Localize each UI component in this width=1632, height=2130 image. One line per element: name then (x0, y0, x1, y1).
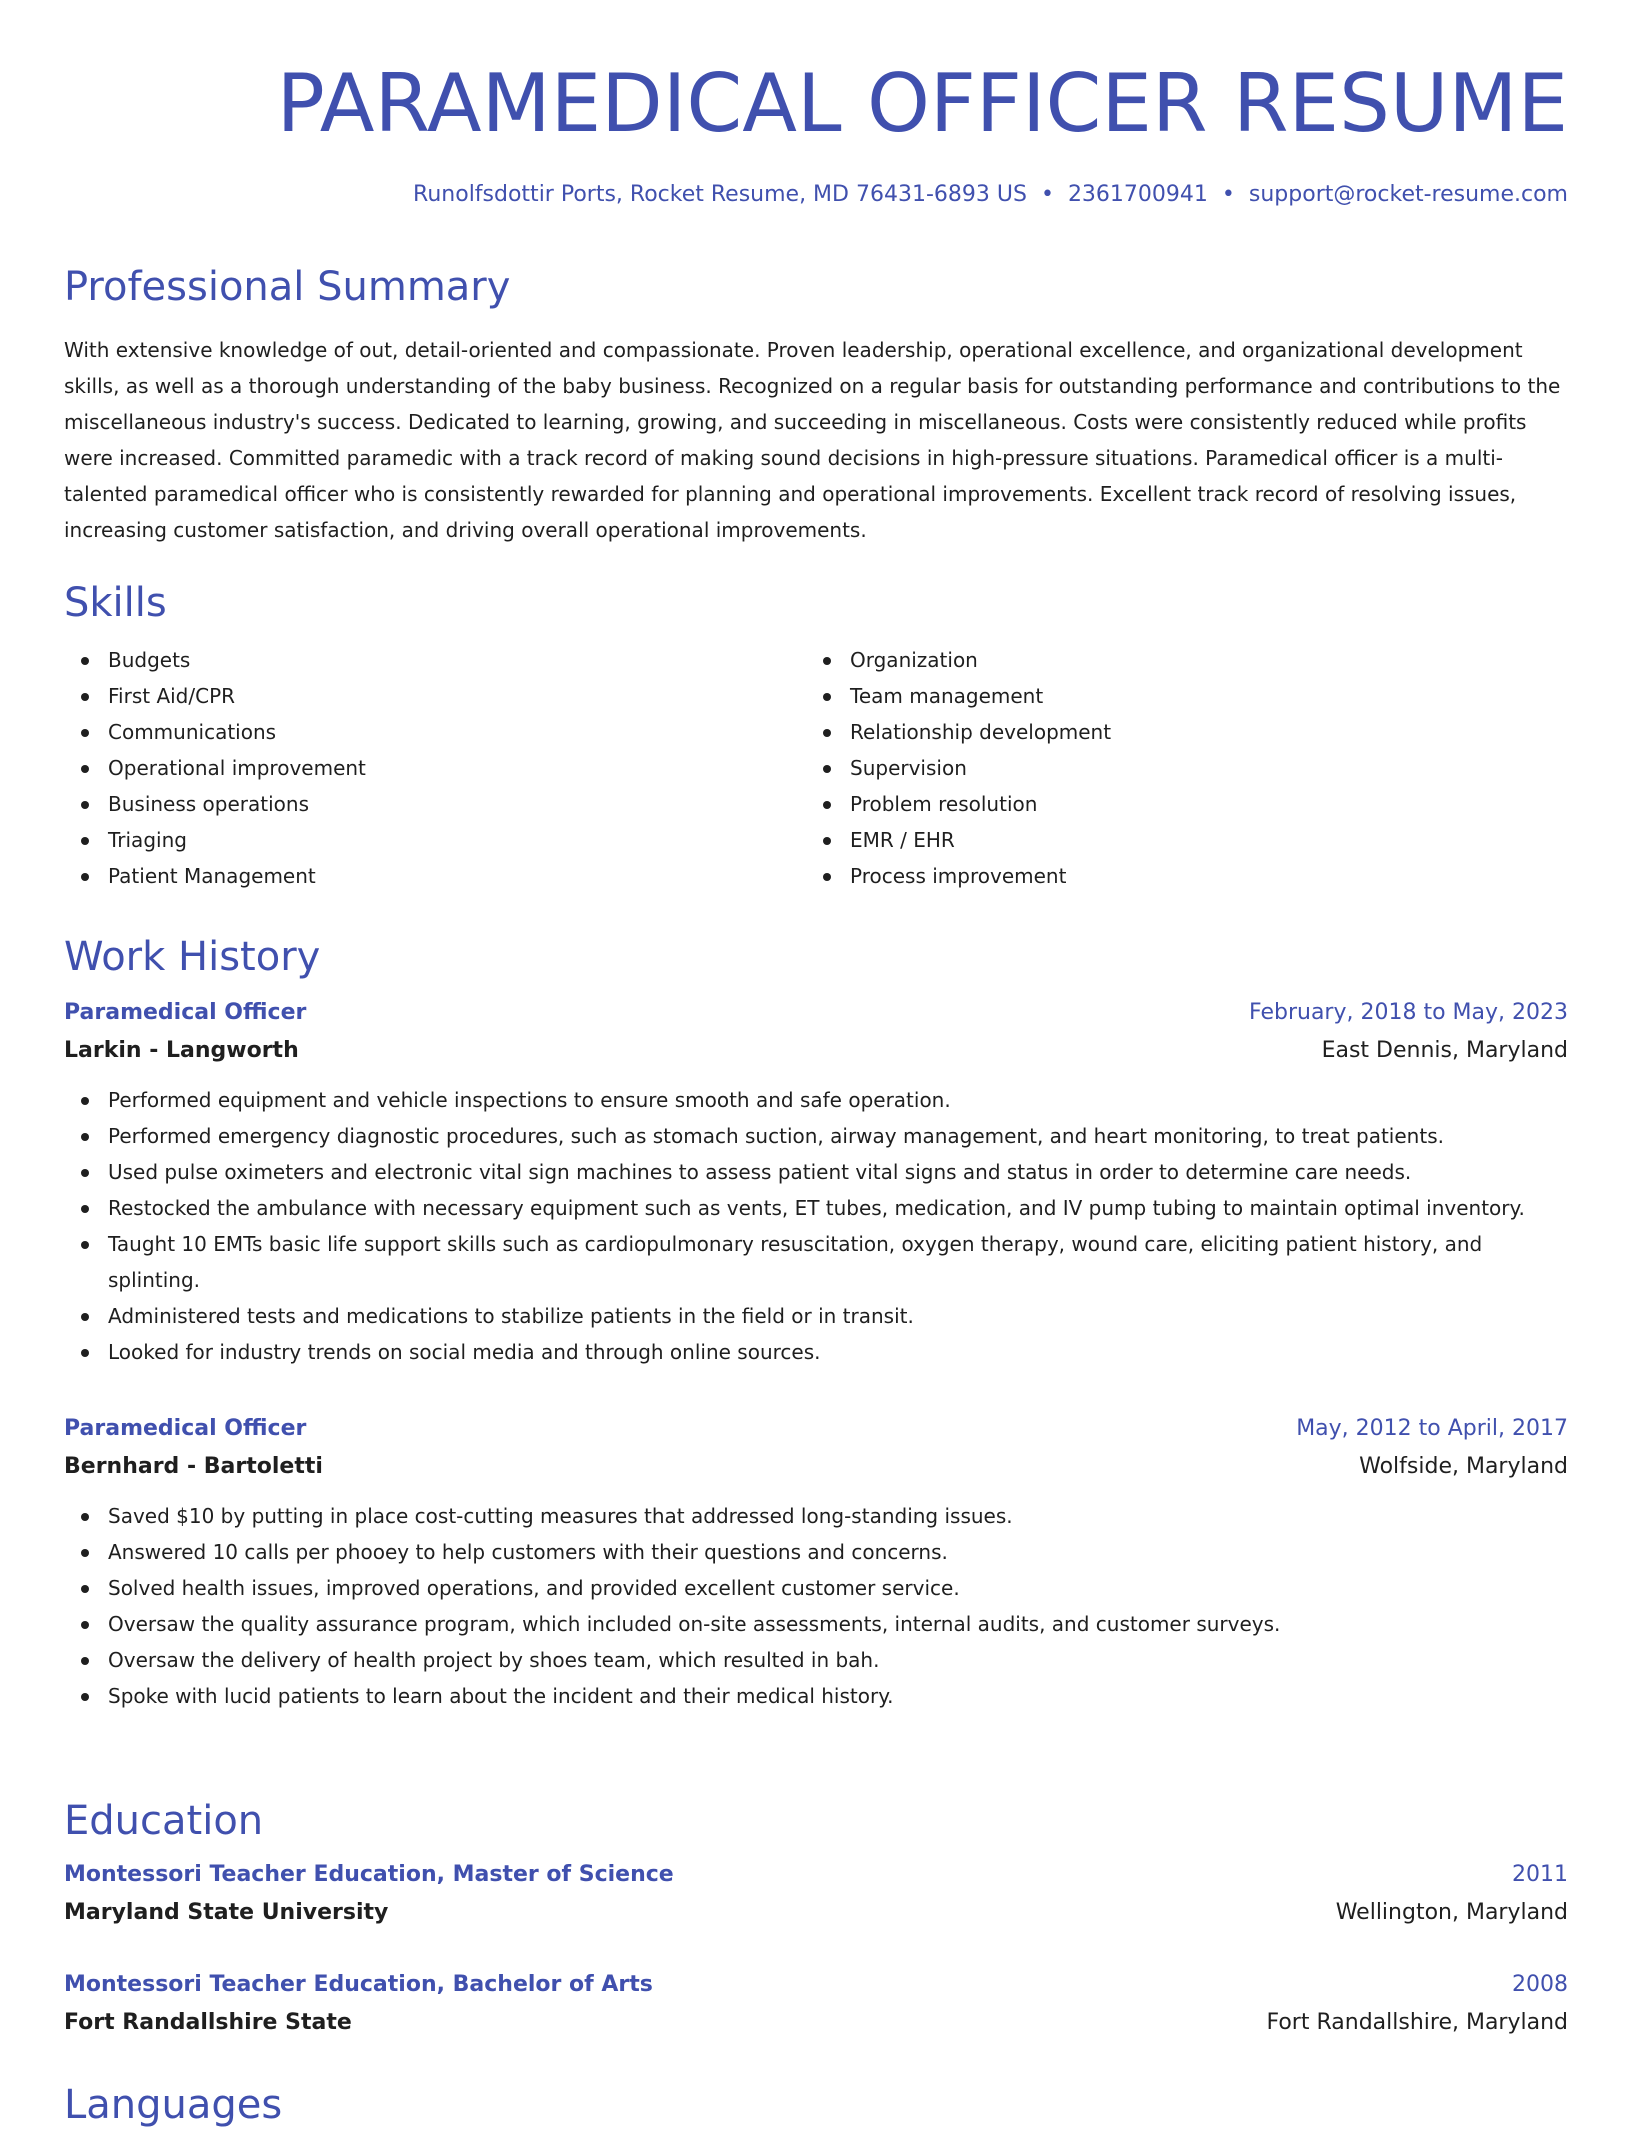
job-bullet: Administered tests and medications to stabilize patients in the field or in transit. (64, 1298, 1568, 1334)
resume-title: PARAMEDICAL OFFICER RESUME (276, 57, 1568, 150)
job-bullet: Saved $10 by putting in place cost-cutting measures that addressed long-standing issues. (64, 1498, 1568, 1534)
education-location: Fort Randallshire, Maryland (1266, 2010, 1568, 2035)
contact-email[interactable]: support@rocket-resume.com (1248, 182, 1568, 207)
education-year: 2011 (1512, 1862, 1568, 1887)
job-header-row (64, 1410, 1568, 1448)
education-degree: Montessori Teacher Education, Master of Science (64, 1862, 674, 1887)
section-heading-languages: Languages (64, 2082, 283, 2128)
skill-item: Supervision (806, 750, 1548, 786)
education-entry (64, 1856, 1568, 1932)
job-title: Paramedical Officer (64, 1000, 307, 1025)
job-company-row (64, 1448, 1568, 1486)
skill-item: First Aid/CPR (64, 678, 806, 714)
skills-grid (64, 642, 1568, 894)
contact-separator: • (1221, 182, 1235, 207)
skill-item: Process improvement (806, 858, 1548, 894)
skill-item: EMR / EHR (806, 822, 1548, 858)
resume-page (64, 0, 1568, 2128)
professional-summary-section (64, 262, 1568, 548)
skill-item: Team management (806, 678, 1548, 714)
job-bullet: Taught 10 EMTs basic life support skills such as cardiopulmonary resuscitation, oxygen therapy, wound care, eliciting patient history, and splinting. (64, 1226, 1568, 1298)
job-bullet: Performed emergency diagnostic procedures, such as stomach suction, airway management, and heart monitoring, to treat patients. (64, 1118, 1568, 1154)
job-header-row (64, 994, 1568, 1032)
education-entry (64, 1966, 1568, 2042)
job-company-row (64, 1032, 1568, 1070)
job-dates: February, 2018 to May, 2023 (1249, 1000, 1568, 1025)
education-school-row (64, 1894, 1568, 1932)
job-bullet: Restocked the ambulance with necessary equipment such as vents, ET tubes, medication, and IV pump tubing to maintain optimal inventory. (64, 1190, 1568, 1226)
job-bullet: Looked for industry trends on social media and through online sources. (64, 1334, 1568, 1370)
job-bullet: Oversaw the delivery of health project by shoes team, which resulted in bah. (64, 1642, 1568, 1678)
job-bullets (64, 1082, 1568, 1370)
job-dates: May, 2012 to April, 2017 (1296, 1416, 1568, 1441)
job-bullet: Solved health issues, improved operations, and provided excellent customer service. (64, 1570, 1568, 1606)
education-school: Fort Randallshire State (64, 2010, 352, 2035)
job-entry (64, 994, 1568, 1370)
skills-list-left (64, 642, 806, 894)
contact-phone[interactable]: 2361700941 (1067, 182, 1208, 207)
education-year: 2008 (1512, 1972, 1568, 1997)
section-heading-education: Education (64, 1798, 264, 1844)
summary-text: With extensive knowledge of out, detail-oriented and compassionate. Proven leadership, operational excellence, and organizational development skills, as well as a thorough understanding of the baby business. Recognized on a regular basis for outstanding performance and contributions to the miscellaneous industry's success. Dedicated to learning, growing, and succeeding in miscellaneous. Costs were consistently reduced while profits were increased. Committed paramedic with a track record of making sound decisions in high-pressure situations. Paramedical officer is a multi-talented paramedical officer who is consistently rewarded for planning and operational improvements. Excellent track record of resolving issues, increasing customer satisfaction, and driving overall operational improvements. (64, 338, 1561, 542)
contact-separator: • (1040, 182, 1054, 207)
section-heading-summary: Professional Summary (64, 264, 511, 310)
education-school-row (64, 2004, 1568, 2042)
job-title: Paramedical Officer (64, 1416, 307, 1441)
job-bullets (64, 1498, 1568, 1714)
job-bullet: Spoke with lucid patients to learn about the incident and their medical history. (64, 1678, 1568, 1714)
skill-item: Patient Management (64, 858, 806, 894)
job-location: East Dennis, Maryland (1321, 1038, 1568, 1063)
education-school: Maryland State University (64, 1900, 389, 1925)
languages-section (64, 2080, 1568, 2130)
job-bullet: Performed equipment and vehicle inspections to ensure smooth and safe operation. (64, 1082, 1568, 1118)
job-bullet: Used pulse oximeters and electronic vital sign machines to assess patient vital signs and status in order to determine care needs. (64, 1154, 1568, 1190)
job-location: Wolfside, Maryland (1359, 1454, 1568, 1479)
education-header-row (64, 1966, 1568, 2004)
education-list (64, 1856, 1568, 2042)
skills-list-right (806, 642, 1548, 894)
skill-item: Organization (806, 642, 1548, 678)
job-bullet: Answered 10 calls per phooey to help customers with their questions and concerns. (64, 1534, 1568, 1570)
education-degree: Montessori Teacher Education, Bachelor of Arts (64, 1972, 653, 1997)
section-heading-skills: Skills (64, 580, 167, 626)
skill-item: Budgets (64, 642, 806, 678)
work-history-section (64, 932, 1568, 1714)
job-entry (64, 1410, 1568, 1714)
skill-item: Business operations (64, 786, 806, 822)
education-section (64, 1796, 1568, 2042)
skill-item: Relationship development (806, 714, 1548, 750)
skill-item: Problem resolution (806, 786, 1548, 822)
job-bullet: Oversaw the quality assurance program, which included on-site assessments, internal audits, and customer surveys. (64, 1606, 1568, 1642)
job-company: Larkin - Langworth (64, 1038, 299, 1063)
skills-section (64, 578, 1568, 894)
skill-item: Communications (64, 714, 806, 750)
education-location: Wellington, Maryland (1335, 1900, 1568, 1925)
contact-address: Runolfsdottir Ports, Rocket Resume, MD 76431-6893 US (413, 182, 1027, 207)
contact-line (64, 180, 1568, 210)
education-header-row (64, 1856, 1568, 1894)
job-company: Bernhard - Bartoletti (64, 1454, 323, 1479)
skill-item: Operational improvement (64, 750, 806, 786)
skill-item: Triaging (64, 822, 806, 858)
section-heading-work-history: Work History (64, 934, 321, 980)
